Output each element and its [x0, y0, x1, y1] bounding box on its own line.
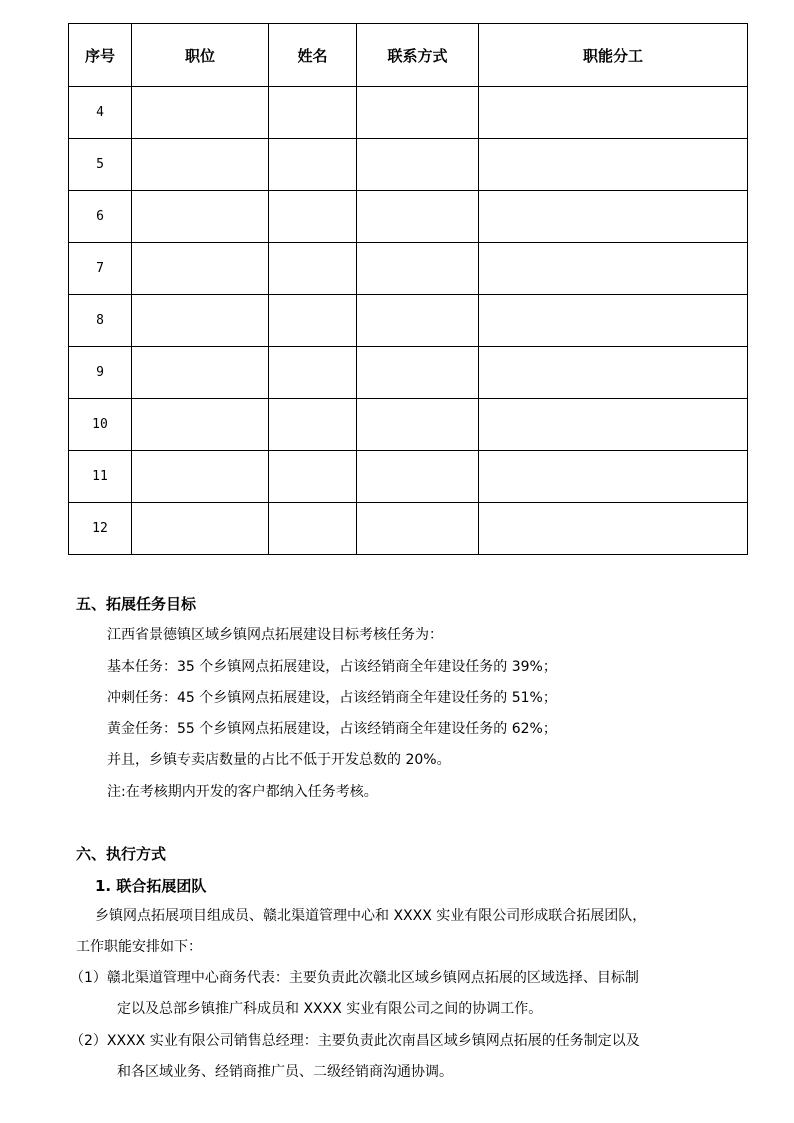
task-gold: 黄金任务：55 个乡镇网点拓展建设，占该经销商全年建设任务的 62%； [107, 721, 557, 737]
cell-duties [479, 347, 748, 399]
cell-name [269, 139, 357, 191]
section-6-heading: 六、执行方式 [76, 845, 167, 863]
table-row [69, 191, 748, 243]
table-header-row [69, 24, 748, 87]
task-basic: 基本任务：35 个乡镇网点拓展建设，占该经销商全年建设任务的 39%； [107, 659, 557, 675]
cell-position [132, 139, 269, 191]
cell-contact [357, 347, 479, 399]
cell-position [132, 191, 269, 243]
row-index: 9 [69, 347, 132, 399]
task-note: 注:在考核期内开发的客户都纳入任务考核。 [107, 784, 378, 800]
table-row [69, 139, 748, 191]
cell-position [132, 503, 269, 555]
cell-contact [357, 451, 479, 503]
table-row [69, 399, 748, 451]
cell-contact [357, 295, 479, 347]
cell-position [132, 399, 269, 451]
cell-name [269, 243, 357, 295]
team-paragraph-line2: 工作职能安排如下： [76, 939, 202, 955]
table-row [69, 295, 748, 347]
cell-position [132, 295, 269, 347]
row-index: 5 [69, 139, 132, 191]
cell-name [269, 399, 357, 451]
row-index: 6 [69, 191, 132, 243]
cell-duties [479, 295, 748, 347]
cell-contact [357, 191, 479, 243]
cell-position [132, 87, 269, 139]
header-contact: 联系方式 [357, 24, 479, 87]
row-index: 10 [69, 399, 132, 451]
row-index: 8 [69, 295, 132, 347]
header-position: 职位 [132, 24, 269, 87]
cell-contact [357, 243, 479, 295]
table-row [69, 243, 748, 295]
duty-item-1-line2: 定以及总部乡镇推广科成员和 XXXX 实业有限公司之间的协调工作。 [117, 1001, 543, 1017]
cell-name [269, 191, 357, 243]
cell-duties [479, 451, 748, 503]
row-index: 4 [69, 87, 132, 139]
cell-name [269, 503, 357, 555]
header-duties: 职能分工 [479, 24, 748, 87]
table-row [69, 503, 748, 555]
cell-duties [479, 87, 748, 139]
header-index: 序号 [69, 24, 132, 87]
table-row [69, 87, 748, 139]
task-sprint: 冲刺任务：45 个乡镇网点拓展建设，占该经销商全年建设任务的 51%； [107, 690, 557, 706]
table-row [69, 347, 748, 399]
cell-name [269, 347, 357, 399]
cell-contact [357, 399, 479, 451]
team-paragraph-line1: 乡镇网点拓展项目组成员、赣北渠道管理中心和 XXXX 实业有限公司形成联合拓展团队， [95, 908, 647, 924]
staff-table [68, 23, 748, 555]
row-index: 11 [69, 451, 132, 503]
cell-duties [479, 243, 748, 295]
row-index: 7 [69, 243, 132, 295]
cell-name [269, 295, 357, 347]
cell-duties [479, 503, 748, 555]
cell-contact [357, 87, 479, 139]
duty-item-2-line2: 和各区域业务、经销商推广员、二级经销商沟通协调。 [117, 1064, 453, 1080]
cell-duties [479, 191, 748, 243]
cell-contact [357, 139, 479, 191]
duty-item-1-line1: （1）赣北渠道管理中心商务代表：主要负责此次赣北区域乡镇网点拓展的区域选择、目标制 [70, 970, 639, 986]
cell-name [269, 451, 357, 503]
cell-position [132, 243, 269, 295]
cell-duties [479, 399, 748, 451]
cell-duties [479, 139, 748, 191]
cell-position [132, 347, 269, 399]
cell-contact [357, 503, 479, 555]
duty-item-2-line1: （2）XXXX 实业有限公司销售总经理：主要负责此次南昌区域乡镇网点拓展的任务制定以及 [70, 1033, 640, 1049]
row-index: 12 [69, 503, 132, 555]
section-5-heading: 五、拓展任务目标 [76, 595, 197, 613]
cell-name [269, 87, 357, 139]
table-row [69, 451, 748, 503]
header-name: 姓名 [269, 24, 357, 87]
section-6-subheading: 1. 联合拓展团队 [95, 877, 207, 895]
task-ratio: 并且，乡镇专卖店数量的占比不低于开发总数的 20%。 [107, 752, 451, 768]
cell-position [132, 451, 269, 503]
section-5-intro: 江西省景德镇区域乡镇网点拓展建设目标考核任务为： [107, 627, 443, 643]
